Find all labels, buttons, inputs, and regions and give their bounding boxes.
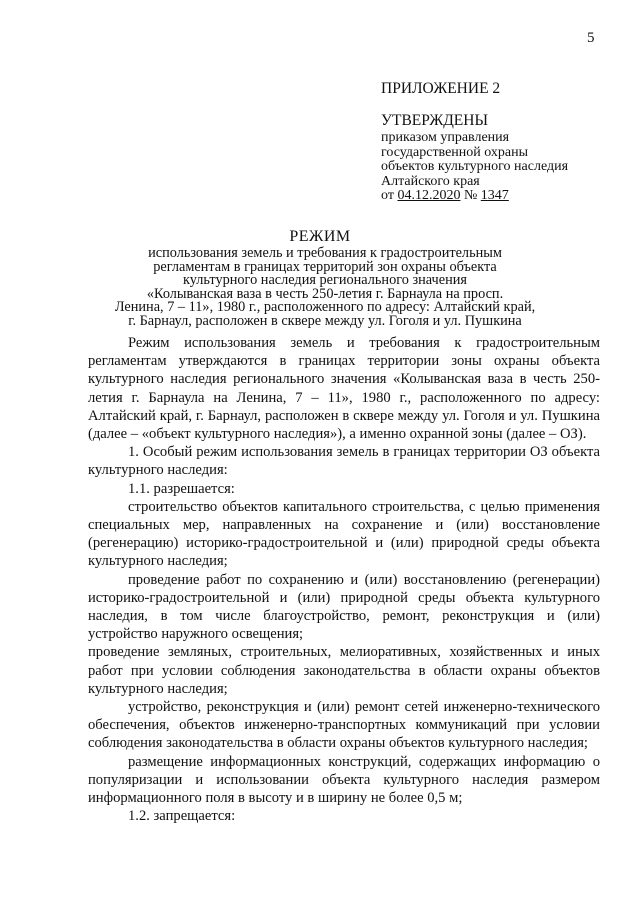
document-subtitle bbox=[105, 247, 545, 328]
body-paragraph: проведение работ по сохранению и (или) восстановлению (регенерации) историко-градостроительной и (или) природной среды объекта культурного наследия, в том числе благоустройство, ремонт, реконструкция и (или) устройство наружного освещения; bbox=[88, 571, 600, 643]
body-paragraph: Режим использования земель и требования к градостроительным регламентам утверждаются в границах территории зоны охраны объекта культурного наследия регионального значения «Колыванская ваза в честь 250-летия г. Барнаула на Ленина, 7 – 11», 1980 г., расположенного по адресу: Алтайский край, г. Барнаул, расположен в сквере между ул. Гоголя и ул. Пушкина (далее – «объект культурного наследия»), а именно охранной зоны (далее – ОЗ). bbox=[88, 335, 600, 443]
order-line: государственной охраны bbox=[381, 144, 529, 160]
order-line: приказом управления bbox=[381, 130, 510, 145]
body-paragraph: 1.2. запрещается: bbox=[128, 808, 236, 825]
document-title: РЕЖИМ bbox=[289, 228, 351, 245]
subtitle-line: Ленина, 7 – 11», 1980 г., расположенного по адресу: Алтайский край, bbox=[114, 299, 536, 315]
page-number: 5 bbox=[587, 30, 595, 46]
document-body bbox=[88, 334, 600, 825]
subtitle-line: г. Барнаул, расположен в сквере между ул. Гоголя и ул. Пушкина bbox=[128, 312, 522, 329]
date-prefix: от bbox=[381, 188, 398, 203]
body-paragraph: размещение информационных конструкций, содержащих информацию о популяризации и использовании объекта культурного наследия размером информационного поля в высоту и в ширину не более 0,5 м; bbox=[88, 753, 600, 807]
approved-label: УТВЕРЖДЕНЫ bbox=[381, 112, 488, 129]
subtitle-line: регламентам в границах территорий зон охраны объекта bbox=[153, 258, 497, 275]
body-paragraph: 1.1. разрешается: bbox=[128, 480, 235, 497]
body-paragraph: устройство, реконструкция и (или) ремонт сетей инженерно-технического обеспечения, объектов инженерно-транспортных коммуникаций при условии соблюдения законодательства в области охраны объектов культурного наследия; bbox=[88, 699, 600, 752]
body-paragraph: 1. Особый режим использования земель в границах территории ОЗ объекта культурного наследия: bbox=[88, 444, 600, 479]
subtitle-line: культурного наследия регионального значения bbox=[183, 272, 467, 288]
order-line: объектов культурного наследия bbox=[381, 159, 569, 174]
order-line: Алтайского края bbox=[381, 173, 480, 189]
order-date-line bbox=[381, 189, 568, 204]
subtitle-line: «Колыванская ваза в честь 250-летия г. Барнаула на просп. bbox=[146, 285, 504, 302]
body-paragraph: строительство объектов капитального строительства, с целью применения специальных мер, направленных на сохранение и (или) восстановление (регенерацию) историко-градостроительной и (или) природной среды объекта культурного наследия; bbox=[88, 498, 600, 570]
body-paragraph: проведение земляных, строительных, мелиоративных, хозяйственных и иных работ при условии соблюдения законодательства в области охраны объектов культурного наследия; bbox=[88, 644, 600, 697]
order-number: 1347 bbox=[480, 188, 509, 203]
approval-order bbox=[381, 131, 568, 204]
appendix-label: ПРИЛОЖЕНИЕ 2 bbox=[381, 80, 501, 97]
order-date: 04.12.2020 bbox=[397, 188, 461, 203]
subtitle-line: использования земель и требования к градостроительным bbox=[148, 245, 502, 261]
number-sign: № bbox=[460, 188, 481, 203]
